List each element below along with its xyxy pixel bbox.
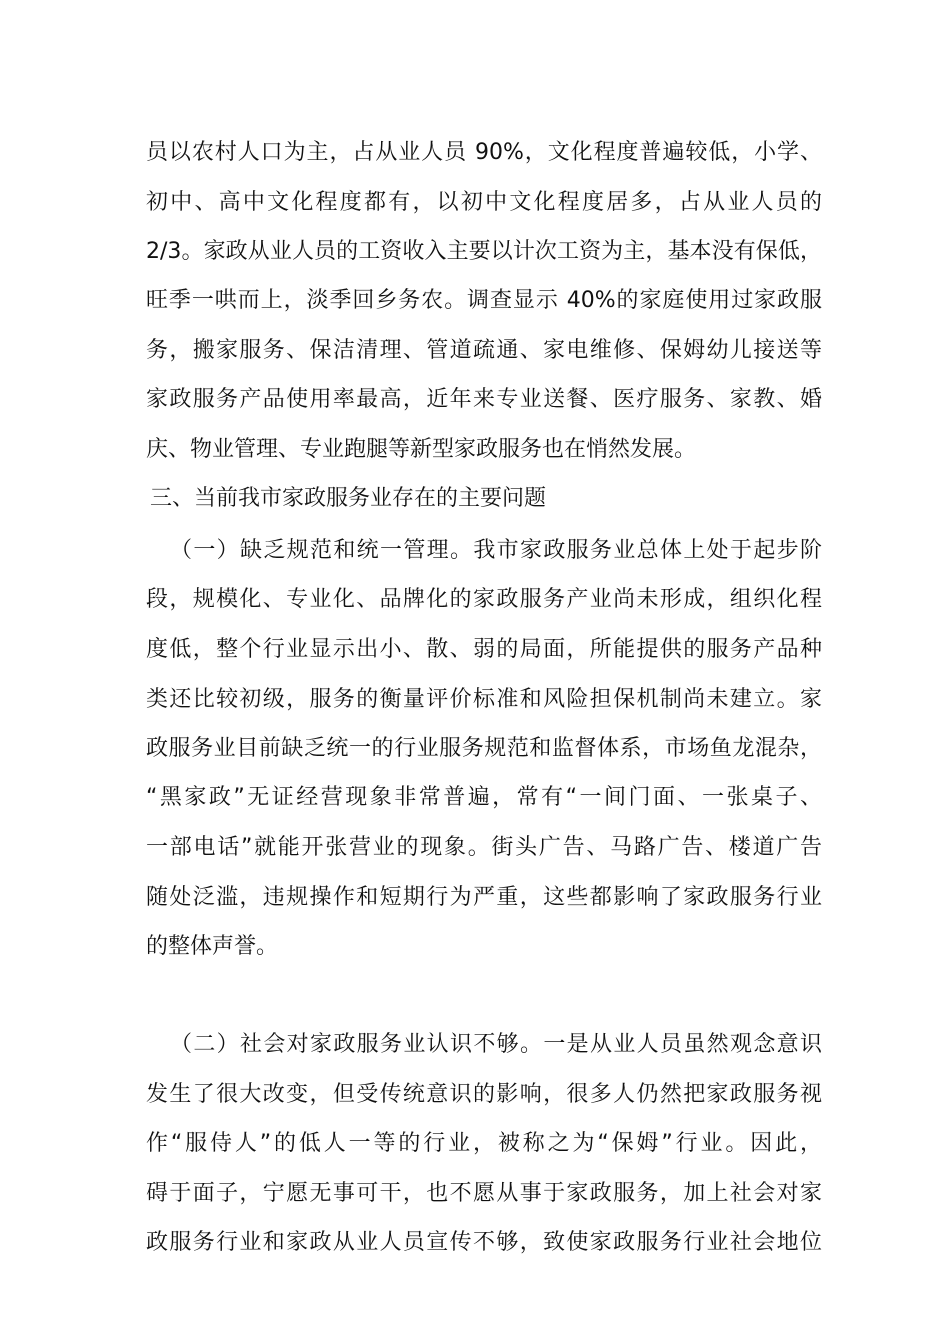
paragraph-line: 初中、高中文化程度都有，以初中文化程度居多，占从业人员的 (146, 190, 822, 215)
paragraph-line: “黑家政”无证经营现象非常普遍，常有“一间门面、一张桌子、 (146, 785, 822, 810)
paragraph-line: 度低，整个行业显示出小、散、弱的局面，所能提供的服务产品种 (146, 637, 822, 662)
paragraph-line: 作“服侍人”的低人一等的行业，被称之为“保姆”行业。因此， (146, 1131, 822, 1156)
paragraph-line: 务，搬家服务、保洁清理、管道疏通、家电维修、保姆幼儿接送等 (146, 338, 822, 363)
paragraph-line: 随处泛滥，违规操作和短期行为严重，这些都影响了家政服务行业 (146, 885, 822, 910)
section-heading: 三、当前我市家政服务业存在的主要问题 (150, 486, 547, 511)
paragraph-line: 碍于面子，宁愿无事可干，也不愿从事于家政服务，加上社会对家 (146, 1181, 822, 1206)
paragraph-line: 发生了很大改变，但受传统意识的影响，很多人仍然把家政服务视 (146, 1082, 822, 1107)
paragraph-line: 庆、物业管理、专业跑腿等新型家政服务也在悄然发展。 (146, 437, 697, 462)
paragraph-line: 2/3。家政从业人员的工资收入主要以计次工资为主，基本没有保低， (146, 239, 822, 264)
paragraph-line: 员以农村人口为主，占从业人员 90%，文化程度普遍较低，小学、 (146, 140, 822, 165)
paragraph-line: 政服务行业和家政从业人员宣传不够，致使家政服务行业社会地位 (146, 1230, 822, 1255)
paragraph-line: （一）缺乏规范和统一管理。我市家政服务业总体上处于起步阶 (170, 538, 822, 563)
paragraph-line: 一部电话”就能开张营业的现象。街头广告、马路广告、楼道广告 (146, 835, 822, 860)
paragraph-line: 类还比较初级，服务的衡量评价标准和风险担保机制尚未建立。家 (146, 687, 822, 712)
paragraph-line: 家政服务产品使用率最高，近年来专业送餐、医疗服务、家教、婚 (146, 387, 822, 412)
paragraph-line: 段，规模化、专业化、品牌化的家政服务产业尚未形成，组织化程 (146, 587, 822, 612)
paragraph-line: 旺季一哄而上，淡季回乡务农。调查显示 40%的家庭使用过家政服 (146, 288, 822, 313)
paragraph-line: 的整体声誉。 (146, 934, 279, 959)
paragraph-line: 政服务业目前缺乏统一的行业服务规范和监督体系，市场鱼龙混杂， (146, 736, 822, 761)
paragraph-line: （二）社会对家政服务业认识不够。一是从业人员虽然观念意识 (170, 1032, 822, 1057)
